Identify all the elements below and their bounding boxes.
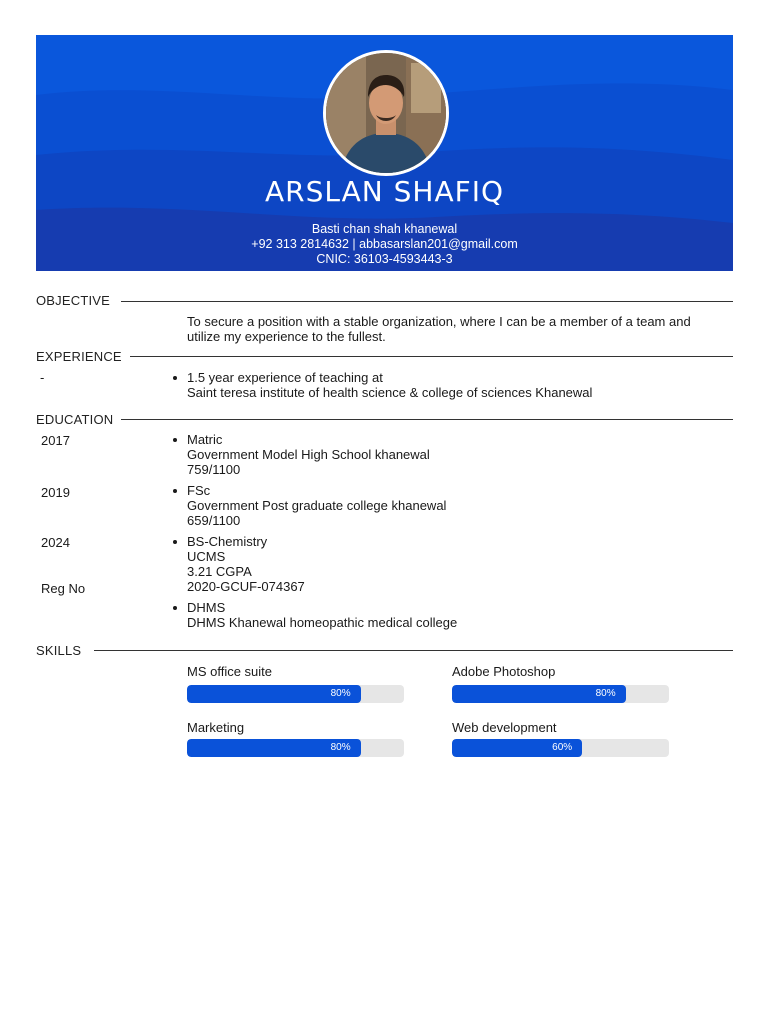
education-degree: DHMS xyxy=(187,600,226,615)
section-title-experience: EXPERIENCE xyxy=(36,349,122,364)
address: Basti chan shah khanewal xyxy=(311,222,458,236)
education-year: 2019 xyxy=(41,485,70,500)
objective-text-line2: utilize my experience to the fullest. xyxy=(187,329,386,344)
skill-bar xyxy=(187,739,404,757)
education-degree: Matric xyxy=(187,432,223,447)
section-divider xyxy=(94,650,733,651)
experience-date-marker: - xyxy=(40,370,45,385)
education-cgpa: 3.21 CGPA xyxy=(187,564,252,579)
education-institution: DHMS Khanewal homeopathic medical college xyxy=(187,615,458,630)
education-year: 2024 xyxy=(41,535,70,550)
skill-percent: 80% xyxy=(330,688,351,699)
skill-label: Adobe Photoshop xyxy=(452,664,556,679)
skill-bar xyxy=(452,739,669,757)
bullet-icon xyxy=(173,438,177,442)
bullet-icon xyxy=(173,489,177,493)
skill-percent: 60% xyxy=(552,742,573,753)
education-institution: Government Model High School khanewal xyxy=(187,447,430,462)
bullet-icon xyxy=(173,606,177,610)
education-marks: 759/1100 xyxy=(187,462,241,477)
bullet-icon xyxy=(173,540,177,544)
skill-label: Web development xyxy=(452,720,557,735)
skill-bar xyxy=(187,685,404,703)
objective-text-line1: To secure a position with a stable organization, where I can be a member of a team and xyxy=(187,314,691,329)
skill-bar-fill xyxy=(452,739,582,757)
phone-email: +92 313 2814632 | abbasarslan201@gmail.com xyxy=(251,237,518,251)
skill-percent: 80% xyxy=(595,688,616,699)
education-marks: 659/1100 xyxy=(187,513,241,528)
profile-photo xyxy=(323,50,449,176)
section-divider xyxy=(130,356,733,357)
education-year: Reg No xyxy=(41,581,86,596)
education-year: 2017 xyxy=(41,433,70,448)
resume-header xyxy=(36,35,733,271)
bullet-icon xyxy=(173,376,177,380)
education-institution: UCMS xyxy=(187,549,226,564)
experience-line1: 1.5 year experience of teaching at xyxy=(187,370,383,385)
skill-label: MS office suite xyxy=(187,664,273,679)
education-degree: FSc xyxy=(187,483,211,498)
skill-percent: 80% xyxy=(330,742,351,753)
skill-bar xyxy=(452,685,669,703)
section-divider xyxy=(121,419,733,420)
candidate-name: ARSLAN SHAFIQ xyxy=(264,175,504,208)
section-divider xyxy=(121,301,733,302)
section-title-skills: SKILLS xyxy=(36,643,82,658)
education-institution: Government Post graduate college khanewal xyxy=(187,498,447,513)
skill-bar-fill xyxy=(187,685,361,703)
skill-label: Marketing xyxy=(187,720,245,735)
section-title-education: EDUCATION xyxy=(36,412,114,427)
cnic: CNIC: 36103-4593443-3 xyxy=(316,252,453,266)
education-degree: BS-Chemistry xyxy=(187,534,268,549)
education-reg-number: 2020-GCUF-074367 xyxy=(187,579,305,594)
skill-bar-fill xyxy=(187,739,361,757)
experience-line2: Saint teresa institute of health science & college of sciences Khanewal xyxy=(187,385,593,400)
section-title-objective: OBJECTIVE xyxy=(36,293,111,308)
skill-bar-fill xyxy=(452,685,626,703)
